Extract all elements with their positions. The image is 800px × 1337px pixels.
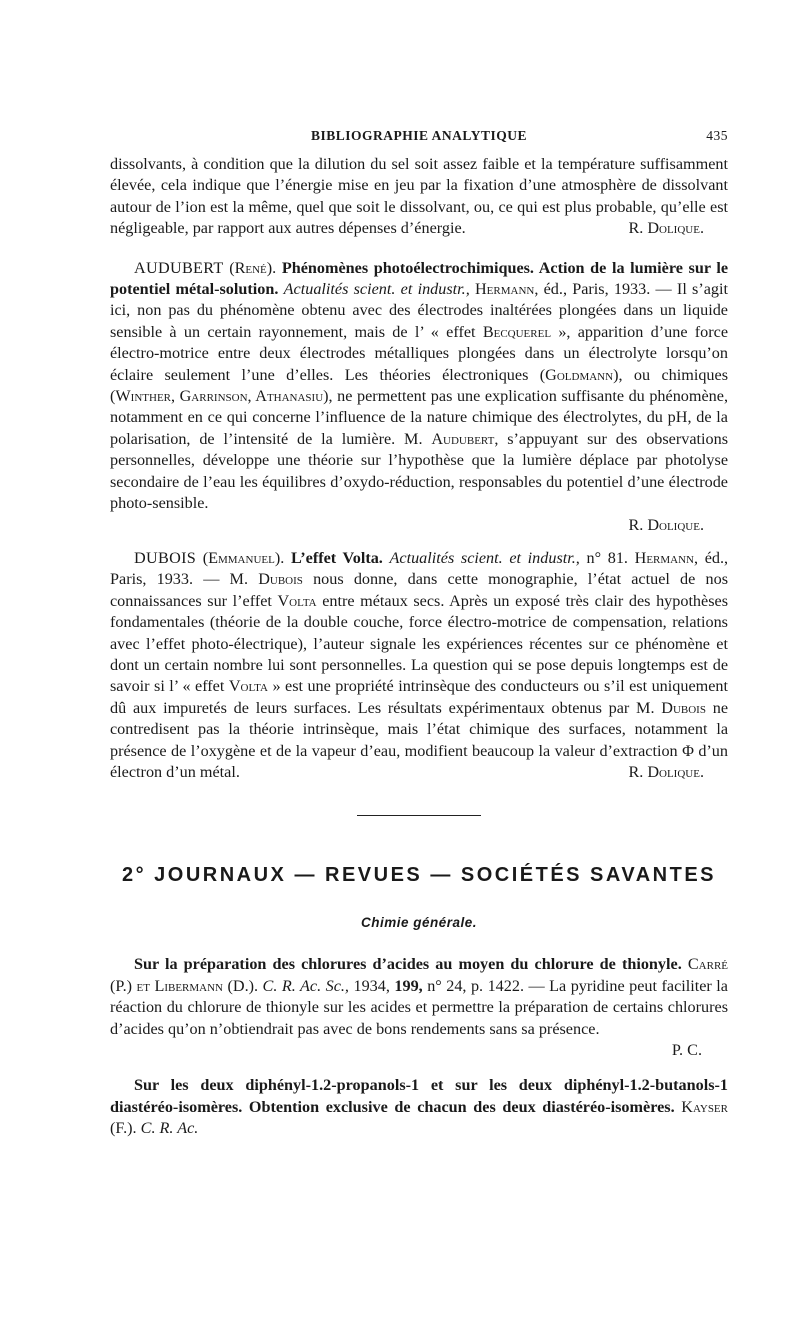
article-year: 1934, bbox=[353, 976, 390, 995]
running-title: BIBLIOGRAPHIE ANALYTIQUE bbox=[311, 128, 527, 143]
entry-name-volta: Volta bbox=[228, 677, 268, 696]
entry-dubois bbox=[110, 548, 728, 783]
entry-publisher: Hermann, bbox=[634, 548, 699, 567]
entry-body: » est une propriété intrinsèque des conducteurs ou s’il est uniquement dû aux impuretés de leurs surfaces. Les résultats expérimentaux obtenus par M. bbox=[110, 677, 728, 717]
entry-name-goldmann: Goldmann bbox=[545, 365, 614, 384]
section-heading: 2° JOURNAUX — REVUES — SOCIÉTÉS SAVANTES bbox=[121, 864, 716, 887]
article-volume: 199, bbox=[394, 976, 423, 995]
entry-series: Actualités scient. et industr., bbox=[389, 548, 580, 567]
signature: R. Dolique. bbox=[628, 219, 704, 238]
entry-author-first: (Emmanuel). bbox=[202, 548, 285, 567]
entry-body: entre métaux secs. Après un exposé très clair des hypothèses fondamentales (théorie de la double couche, force électro-motrice de compensation, relations avec l’effet photo-électrique), l’auteur signale les expériences récentes sur ce phénomène et dont un certain nombre lui sont personnelles. La question qui se pose depuis longtemps est de savoir si l’ « effet bbox=[110, 591, 728, 696]
section-divider bbox=[357, 815, 481, 816]
entry-body: ), ou chimiques ( bbox=[110, 365, 728, 406]
entry-name-volta: Volta bbox=[277, 591, 317, 610]
article-chlorures bbox=[110, 954, 728, 1040]
page bbox=[110, 128, 728, 1140]
entry-author: DUBOIS bbox=[134, 548, 197, 567]
running-head bbox=[110, 128, 728, 150]
entry-continuation-text: dissolvants, à condition que la dilution du sel soit assez faible et la température suffisamment élevée, cela indique que l’énergie mise en jeu par la fixation d’une atmosphère de dissolvant autour de l’ion est la même, quel que soit le dissolvant, ou, ce qui est plus probable, qu’elle est négligeable, par rapport aux autres dépenses d’énergie. bbox=[110, 155, 728, 238]
entry-continuation bbox=[110, 154, 728, 240]
signature: R. Dolique. bbox=[628, 762, 704, 781]
entry-title: L’effet Volta. bbox=[290, 548, 383, 567]
entry-series: Actualités scient. et industr., bbox=[283, 280, 470, 299]
entry-body: éd., Paris, 1933. — M. bbox=[110, 548, 729, 589]
signature: P. C. bbox=[671, 1041, 702, 1059]
entry-body: ne contredisent pas la théorie intrinsèque, mais l’état chimique des surfaces, notamment la présence de l’oxygène et de la vapeur d’eau, modifient beaucoup la valeur d’extraction Φ d’un électron d’un métal. bbox=[110, 698, 729, 781]
entry-name-becquerel: Becquerel bbox=[482, 322, 552, 341]
entry-name-audubert: Audubert bbox=[431, 429, 495, 448]
article-title: Sur les deux diphényl-1.2-propanols-1 et sur les deux diphényl-1.2-butanols-1 diastéréo-isomères. Obtention exclusive de chacun des deux diastéréo-isomères. bbox=[110, 1076, 728, 1116]
article-title: Sur la préparation des chlorures d’acides au moyen du chlorure de thionyle. bbox=[134, 955, 682, 974]
page-number: 435 bbox=[706, 128, 728, 143]
entry-name-dubois: Dubois bbox=[661, 698, 706, 717]
entry-number: n° 81. bbox=[586, 548, 628, 567]
entry-body: », apparition d’une force électro-motrice entre deux électrodes métalliques plongées dans un électrolyte lorsqu’on éclaire seulement l’une d’elles. Les théories électroniques ( bbox=[110, 322, 729, 384]
entry-body: nous donne, dans cette monographie, l’état actuel de nos connaissances sur l’effet bbox=[110, 570, 728, 610]
article-diphenyl bbox=[110, 1075, 728, 1139]
article-body: n° 24, p. 1422. — La pyridine peut faciliter la réaction du chlorure de thionyle sur les acides et permettre la préparation de certains chlorures d’acides qu’on n’obtiendrait pas avec de bons rendements sans sa présence. bbox=[110, 976, 728, 1038]
entry-name-winther: Winther, Garrinson, Athanasiu bbox=[115, 387, 324, 406]
entry-publisher: Hermann, bbox=[474, 280, 539, 299]
entry-name-dubois: Dubois bbox=[258, 570, 303, 589]
section-subheading: Chimie générale. bbox=[360, 915, 478, 931]
entry-body: ), ne permettent pas une explication suffisante du phénomène, notamment en ce qui concerne l’influence de la nature chimique des électrolytes, du pH, de la polarisation, de l’intensité de la lumière. M. bbox=[110, 387, 728, 448]
entry-author: AUDUBERT bbox=[134, 258, 224, 277]
article-authors: Carré (P.) et Libermann (D.). bbox=[110, 955, 729, 995]
entry-body: éd., Paris, 1933. — Il s’agit ici, non pas du phénomène obtenu avec des électrodes inaltérées plongées dans un liquide sensible à un certain rayonnement, mais de l’ « effet bbox=[110, 280, 729, 341]
article-journal: C. R. Ac. Sc., bbox=[262, 976, 349, 995]
article-journal: C. R. Ac. bbox=[140, 1119, 199, 1138]
article-authors: Kayser (F.). bbox=[110, 1097, 728, 1138]
entry-author-first: (René). bbox=[229, 258, 277, 277]
entry-body: , s’appuyant sur des observations personnelles, développe une théorie sur l’hypothèse que la lumière déplace par photolyse secondaire de l’eau les équilibres d’oxydo-réduction, responsables du potentiel d’une électrode photo-sensible. bbox=[110, 429, 729, 513]
signature: R. Dolique. bbox=[628, 515, 704, 534]
entry-audubert bbox=[110, 258, 728, 536]
entry-title: Phénomènes photoélectrochimiques. Action de la lumière sur le potentiel métal-solution. bbox=[110, 258, 729, 299]
